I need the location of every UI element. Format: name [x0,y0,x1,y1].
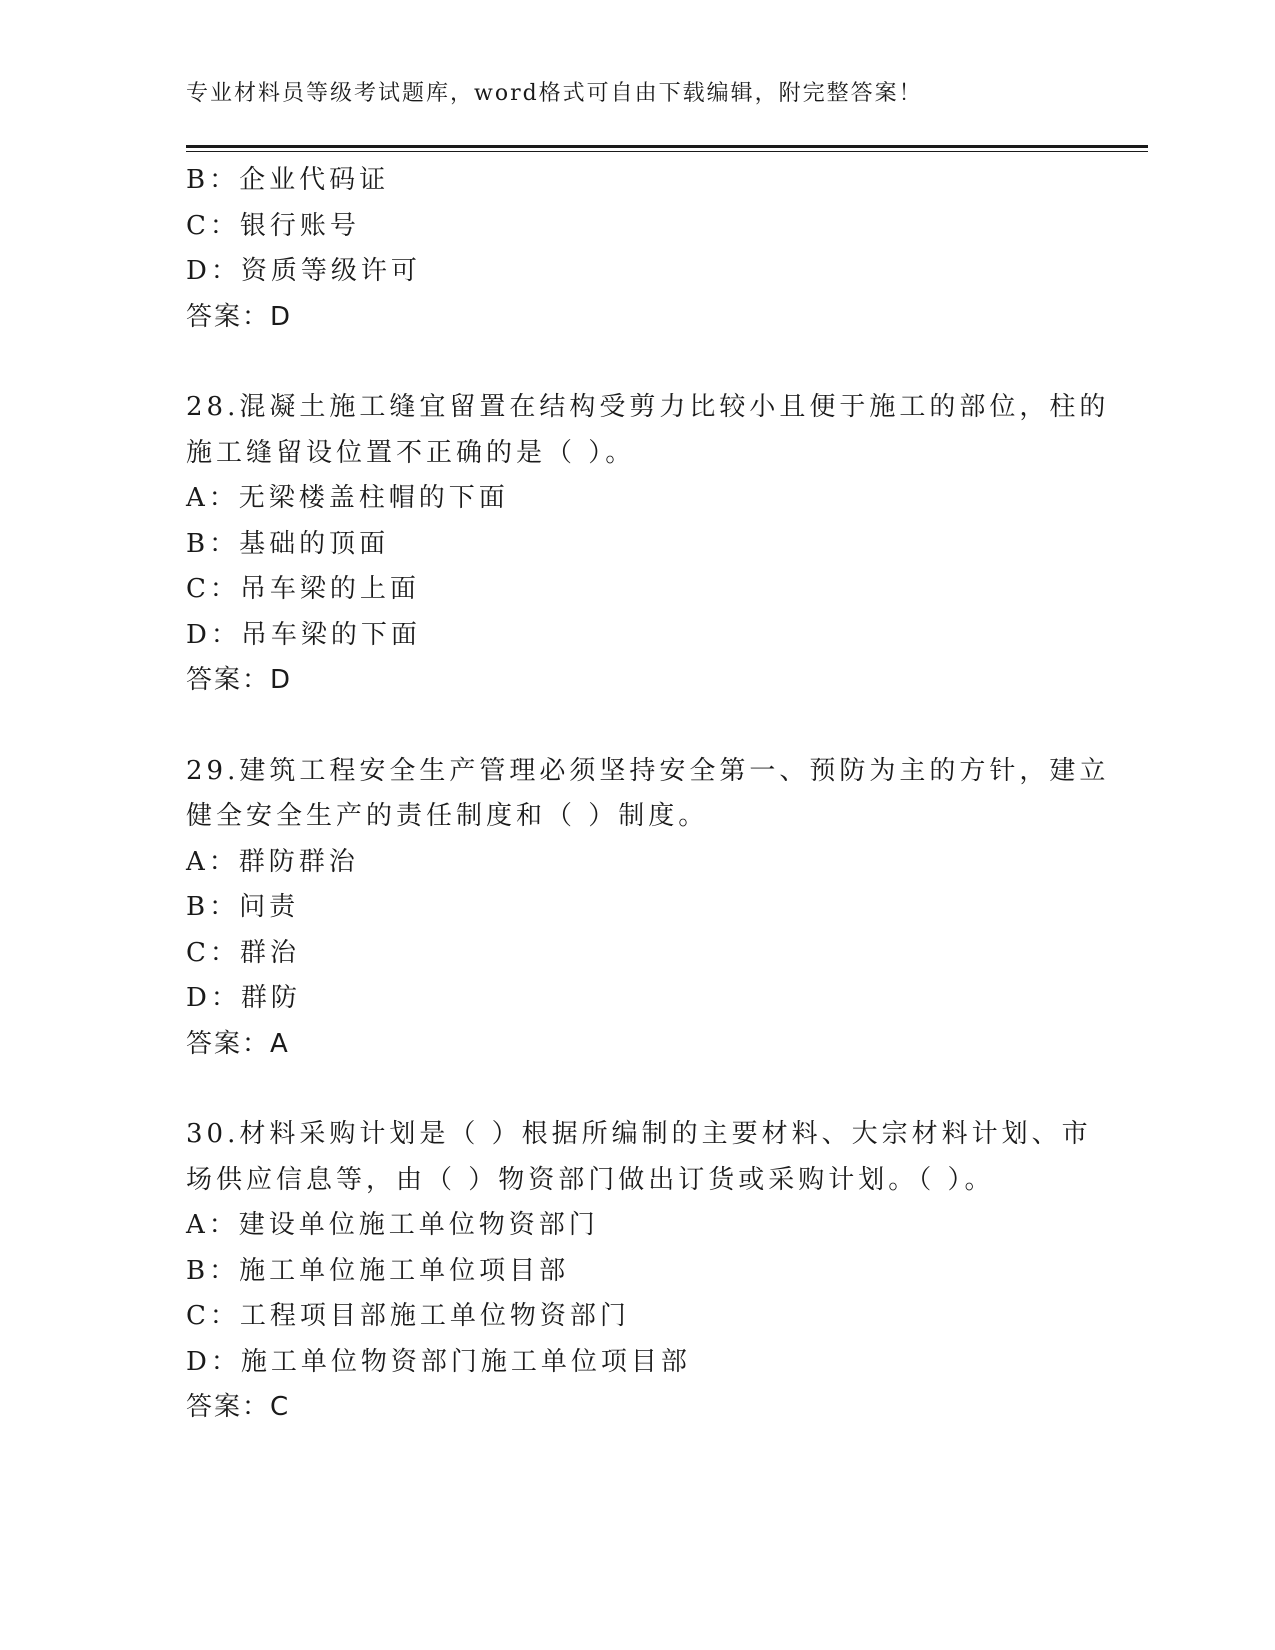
option-d: D：群防 [186,983,301,1013]
question-28 [186,385,1110,704]
question-stem-line: 30.材料采购计划是（ ）根据所编制的主要材料、大宗材料计划、市 [186,1119,1092,1149]
spacer [186,1067,1086,1112]
question-30 [186,1112,1092,1431]
spacer [186,340,1086,385]
header-divider-thick [186,145,1148,148]
option-c: C：银行账号 [186,210,360,241]
option-b: B：基础的顶面 [186,528,390,559]
option-b: B：企业代码证 [186,165,390,195]
option-b: B：施工单位施工单位项目部 [186,1255,570,1286]
question-list [186,158,1110,1431]
option-c: C：群治 [186,937,300,968]
answer-line: 答案：D [186,665,293,695]
question-stem-line: 29.建筑工程安全生产管理必须坚持安全第一、预防为主的方针，建立 [186,755,1110,786]
option-d: D：资质等级许可 [186,256,421,286]
header-divider-thin [186,151,1148,152]
option-a: A：无梁楼盖柱帽的下面 [186,483,509,513]
option-a: A：群防群治 [186,846,359,877]
question-stem-line: 场供应信息等，由（ ）物资部门做出订货或采购计划。（ ）。 [186,1164,995,1195]
header-text: 专业材料员等级考试题库，word格式可自由下载编辑，附完整答案！ [186,81,923,106]
spacer [186,704,1086,749]
answer-line: 答案：D [186,301,293,332]
question-27-tail [186,158,1086,340]
option-c: C：工程项目部施工单位物资部门 [186,1301,630,1331]
question-stem-line: 28.混凝土施工缝宜留置在结构受剪力比较小且便于施工的部位，柱的 [186,392,1110,422]
option-d: D：施工单位物资部门施工单位项目部 [186,1346,691,1377]
option-a: A：建设单位施工单位物资部门 [186,1210,599,1240]
option-d: D：吊车梁的下面 [186,619,421,650]
question-29 [186,749,1110,1068]
option-c: C：吊车梁的上面 [186,574,420,604]
answer-line: 答案：C [186,1392,291,1422]
question-stem-line: 健全安全生产的责任制度和（ ）制度。 [186,801,709,831]
answer-line: 答案：A [186,1028,290,1059]
question-stem-line: 施工缝留设位置不正确的是（ ）。 [186,437,636,468]
option-b: B：问责 [186,892,300,922]
